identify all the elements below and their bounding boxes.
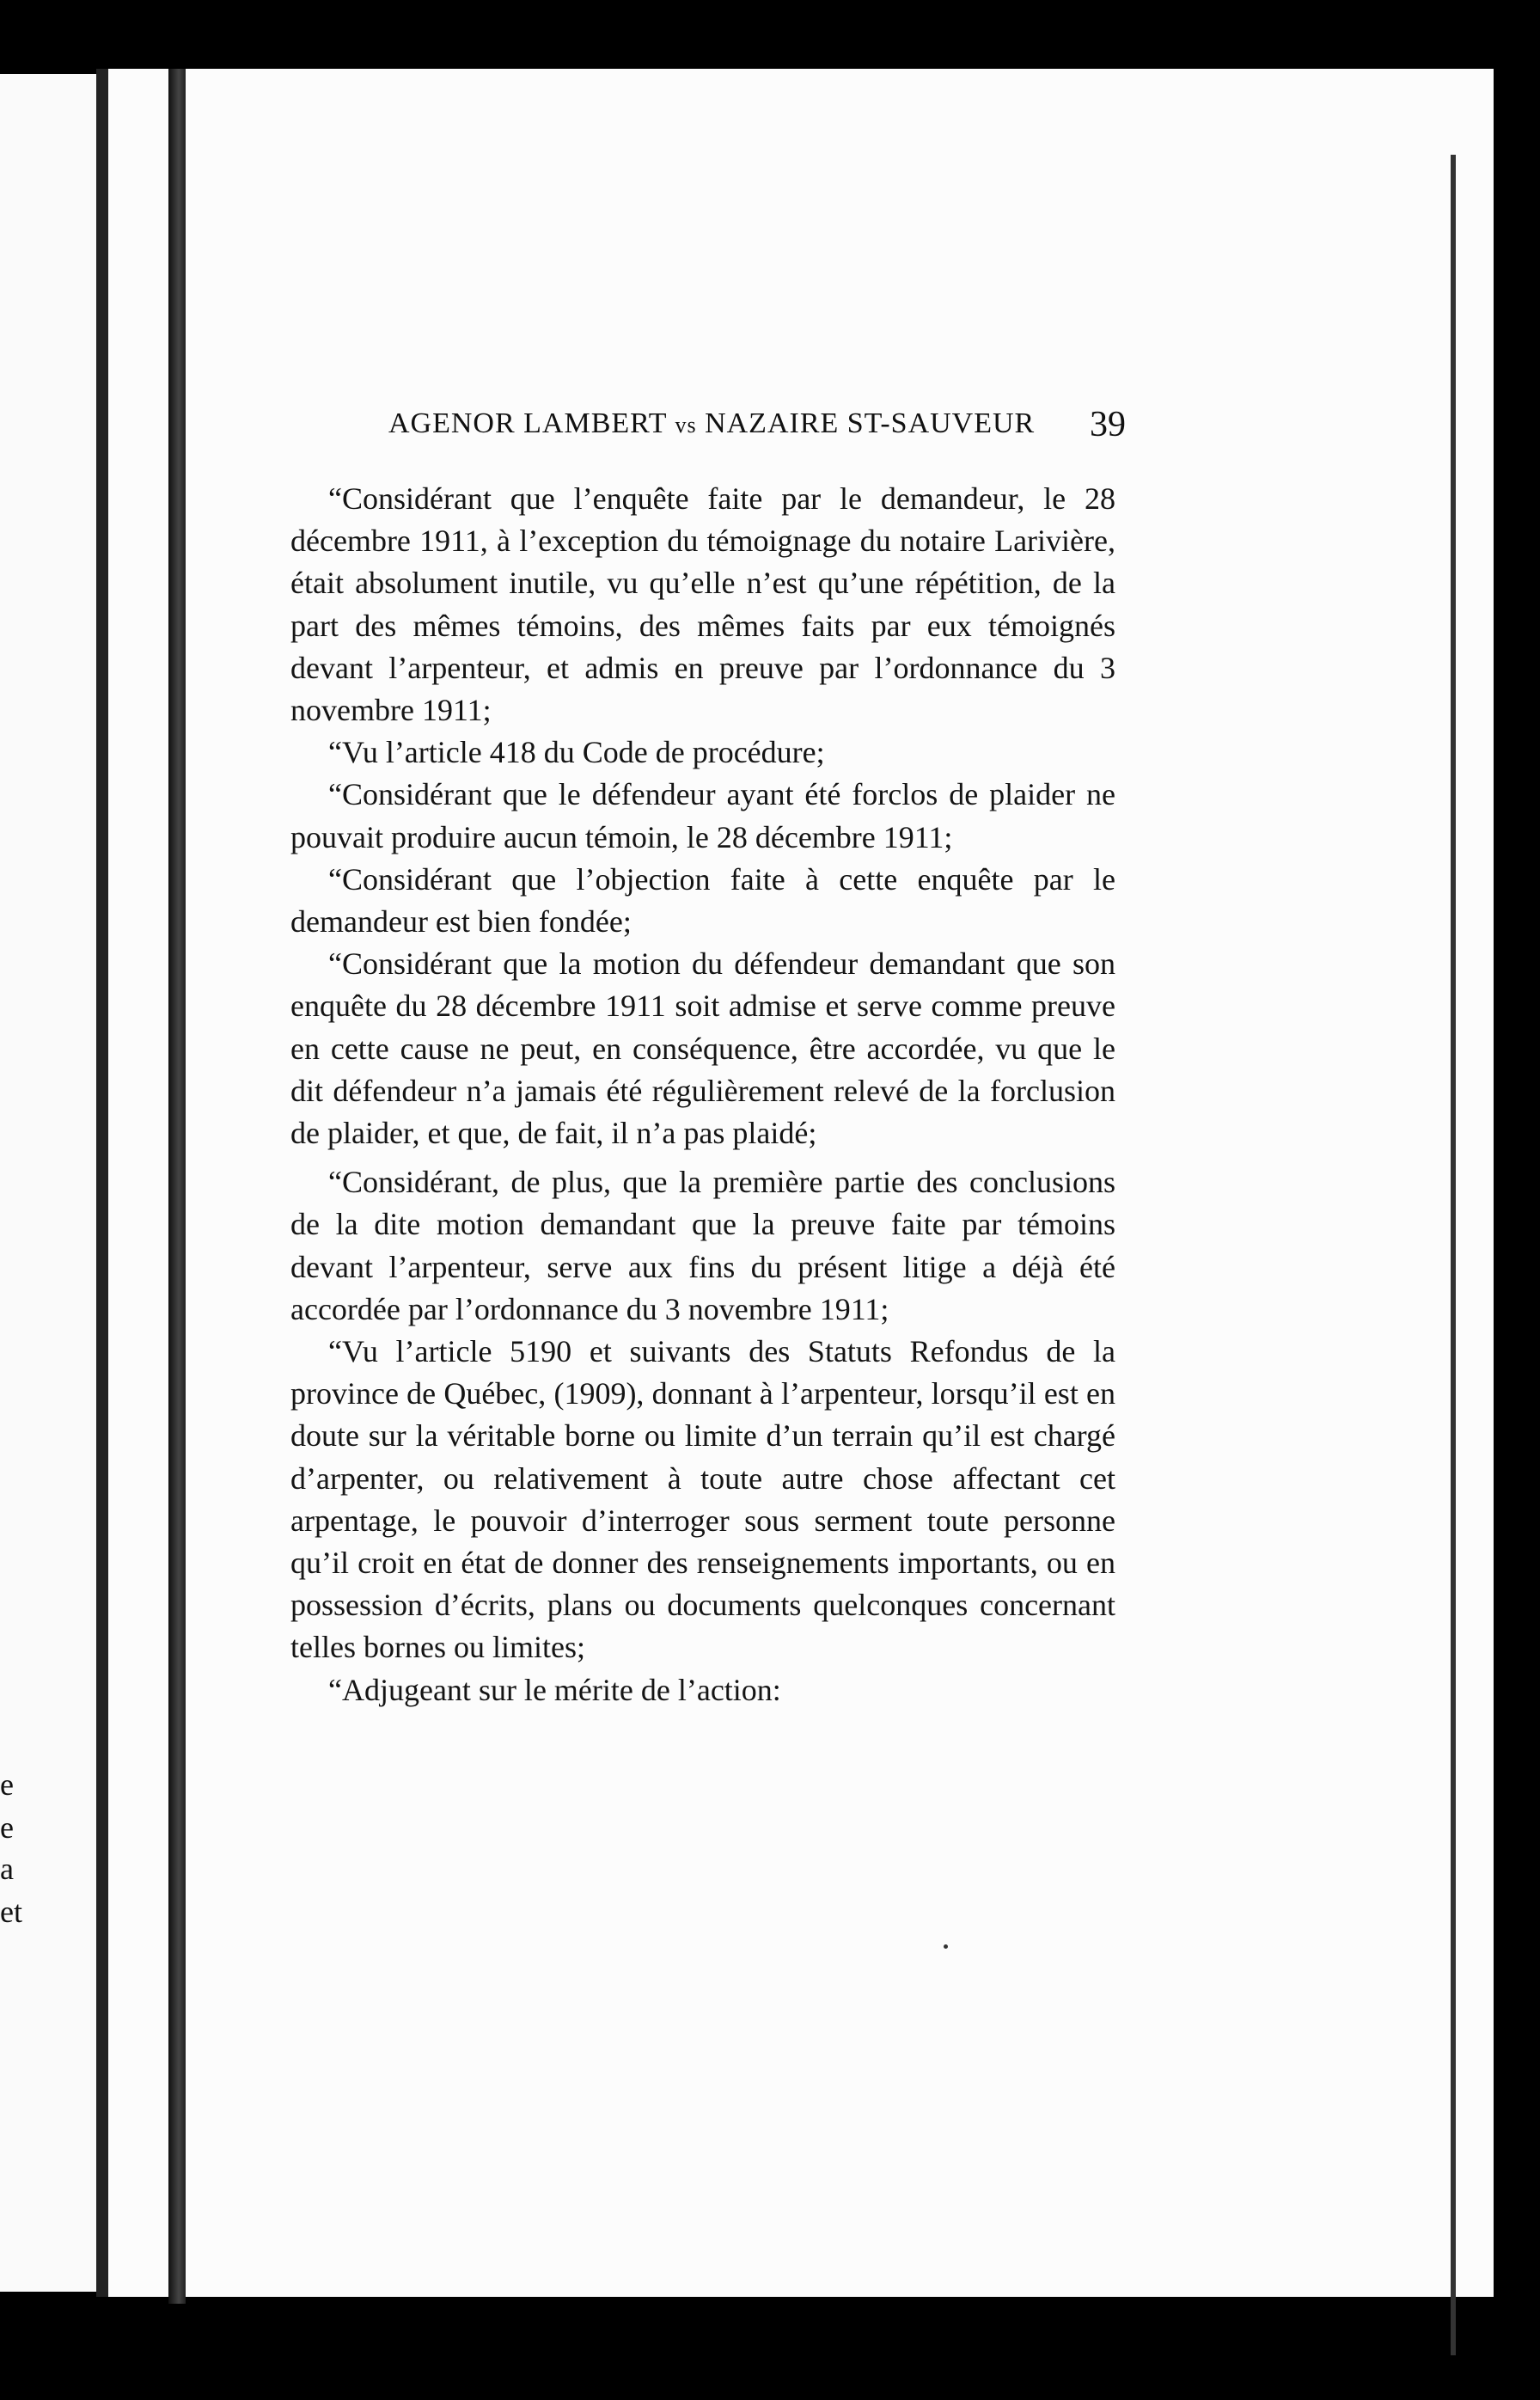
running-head-defendant: NAZAIRE ST-SAUVEUR [705,407,1036,439]
left-page-fragment: a [0,1852,14,1886]
paragraph: “Considérant que l’objection faite à cette enquête par le demandeur est bien fondée; [290,861,1115,940]
running-head-vs: vs [675,413,697,438]
page-number: 39 [1090,405,1126,444]
book-gutter [168,69,186,2304]
paragraph: “Considérant que le défendeur ayant été forclos de plaider ne pouvait produire aucun témoin, le 28 décembre 1911; [290,777,1115,854]
left-page-fragment: et [0,1895,22,1929]
left-page-fragment: e [0,1767,14,1802]
left-page-fragment: e [0,1810,14,1845]
paragraph: “Adjugeant sur le mérite de l’action: [328,1672,781,1707]
running-head-plaintiff: AGENOR LAMBERT [388,407,667,439]
paragraph: “Considérant, de plus, que la première partie des conclusions de la dite motion demandant que la preuve faite par témoins devant l’arpenteur, serve aux fins du présent litige a déjà été accordée par l’ordonnance du 3 novembre 1911; [290,1165,1115,1326]
paragraph: “Vu l’article 418 du Code de procédure; [328,735,825,770]
paragraph: “Considérant que l’enquête faite par le demandeur, le 28 décembre 1911, à l’exception du témoignage du notaire Larivière, était absolument inutile, vu qu’elle n’est qu’une répétition, de la part des mêmes témoins, des mêmes faits par eux témoignés devant l’arpenteur, et admis en preuve par l’ordonnance du 3 novembre 1911; [290,481,1115,728]
running-head [388,407,1114,440]
paragraph: “Vu l’article 5190 et suivants des Statuts Refondus de la province de Québec, (1909), donnant à l’arpenteur, lorsqu’il est en doute sur la véritable borne ou limite d’un terrain qu’il est chargé d’arpenter, ou relativement à toute autre chose affectant cet arpentage, le pouvoir d’interroger sous serment toute personne qu’il croit en état de donner des renseignements importants, ou en possession d’écrits, plans ou documents quelconques concernant telles bornes ou limites; [290,1334,1115,1665]
ink-speck [944,1944,948,1949]
paragraph: “Considérant que la motion du défendeur demandant que son enquête du 28 décembre 1911 soit admise et serve comme preuve en cette cause ne peut, en conséquence, être accordée, vu que le dit défendeur n’a jamais été régulièrement relevé de la forclusion de plaider, et que, de fait, il n’a pas plaidé; [290,946,1115,1151]
page-edge-shadow [1451,155,1456,2355]
body-text [290,478,1115,1711]
